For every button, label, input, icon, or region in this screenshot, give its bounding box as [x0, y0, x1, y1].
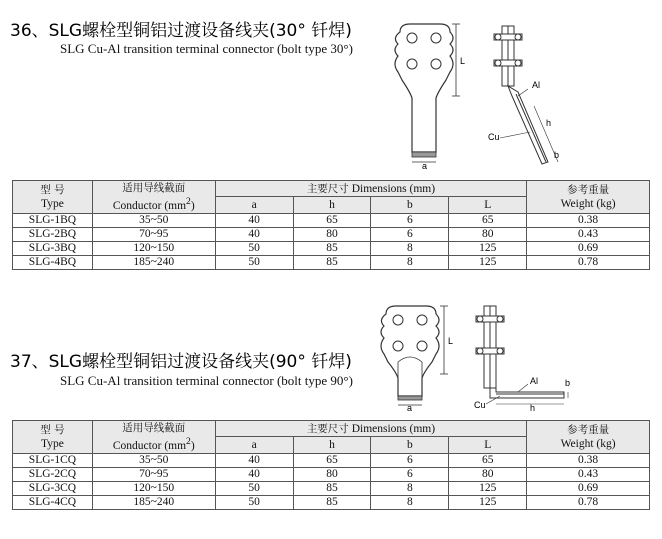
header-h: h: [293, 437, 371, 453]
table-row: SLG-3CQ 120~150 50 85 8 125 0.69: [13, 481, 650, 495]
header-b: b: [371, 437, 449, 453]
spec-table-36: [12, 180, 650, 270]
side-view-90-b-label: b: [565, 378, 571, 388]
header-conductor: 适用导线截面 Conductor $(mm^2)$: [92, 421, 215, 454]
side-view-30-cu-label: Cu: [488, 132, 500, 142]
connector-side-view-30: [488, 22, 573, 172]
front-view-90-a-label: a: [407, 403, 413, 412]
front-view-30-L-label: L: [460, 56, 466, 66]
table-row: SLG-1BQ 35~50 40 65 6 65 0.38: [13, 213, 650, 227]
header-L: L: [449, 197, 527, 213]
header-type: 型 号 Type: [13, 421, 93, 454]
side-view-30-b-label: b: [554, 150, 560, 160]
front-view-30-a-label: a: [422, 161, 428, 170]
table-row: SLG-1CQ 35~50 40 65 6 65 0.38: [13, 453, 650, 467]
connector-front-view-90: [376, 302, 458, 412]
header-a: a: [215, 197, 293, 213]
table-row: SLG-4CQ 185~240 50 85 8 125 0.78: [13, 495, 650, 509]
side-view-90-cu-label: Cu: [474, 400, 486, 410]
connector-front-view-30: [390, 20, 470, 170]
section-37-title-en: SLG Cu-Al transition terminal connector (bolt type 90°): [60, 373, 353, 388]
header-conductor: 适用导线截面 Conductor $(mm^2)$: [92, 181, 215, 214]
table-row: SLG-4BQ 185~240 50 85 8 125 0.78: [13, 255, 650, 269]
section-37-title-cn: 37、SLG螺栓型铜铝过渡设备线夹(90° 钎焊): [10, 352, 352, 372]
side-view-90-al-label: Al: [530, 376, 539, 386]
side-view-30-h-label: h: [546, 118, 552, 128]
section-36-title-en: SLG Cu-Al transition terminal connector (bolt type 30°): [60, 41, 353, 56]
header-dimensions: 主要尺寸 Dimensions (mm): [215, 421, 526, 437]
header-h: h: [293, 197, 371, 213]
header-weight: 参考重量 Weight (kg): [527, 421, 650, 454]
header-a: a: [215, 437, 293, 453]
side-view-90-h-label: h: [530, 403, 536, 412]
header-dimensions: 主要尺寸 Dimensions (mm): [215, 181, 526, 197]
side-view-30-al-label: Al: [532, 80, 541, 90]
header-weight: 参考重量 Weight (kg): [527, 181, 650, 214]
connector-side-view-90: [470, 300, 574, 412]
table-row: SLG-2BQ 70~95 40 80 6 80 0.43: [13, 227, 650, 241]
header-b: b: [371, 197, 449, 213]
spec-table-37: [12, 420, 650, 510]
header-type: 型 号 Type: [13, 181, 93, 214]
table-row: SLG-2CQ 70~95 40 80 6 80 0.43: [13, 467, 650, 481]
header-L: L: [449, 437, 527, 453]
section-36-title-cn: 36、SLG螺栓型铜铝过渡设备线夹(30° 钎焊): [10, 21, 352, 41]
table-row: SLG-3BQ 120~150 50 85 8 125 0.69: [13, 241, 650, 255]
front-view-90-L-label: L: [448, 336, 454, 346]
